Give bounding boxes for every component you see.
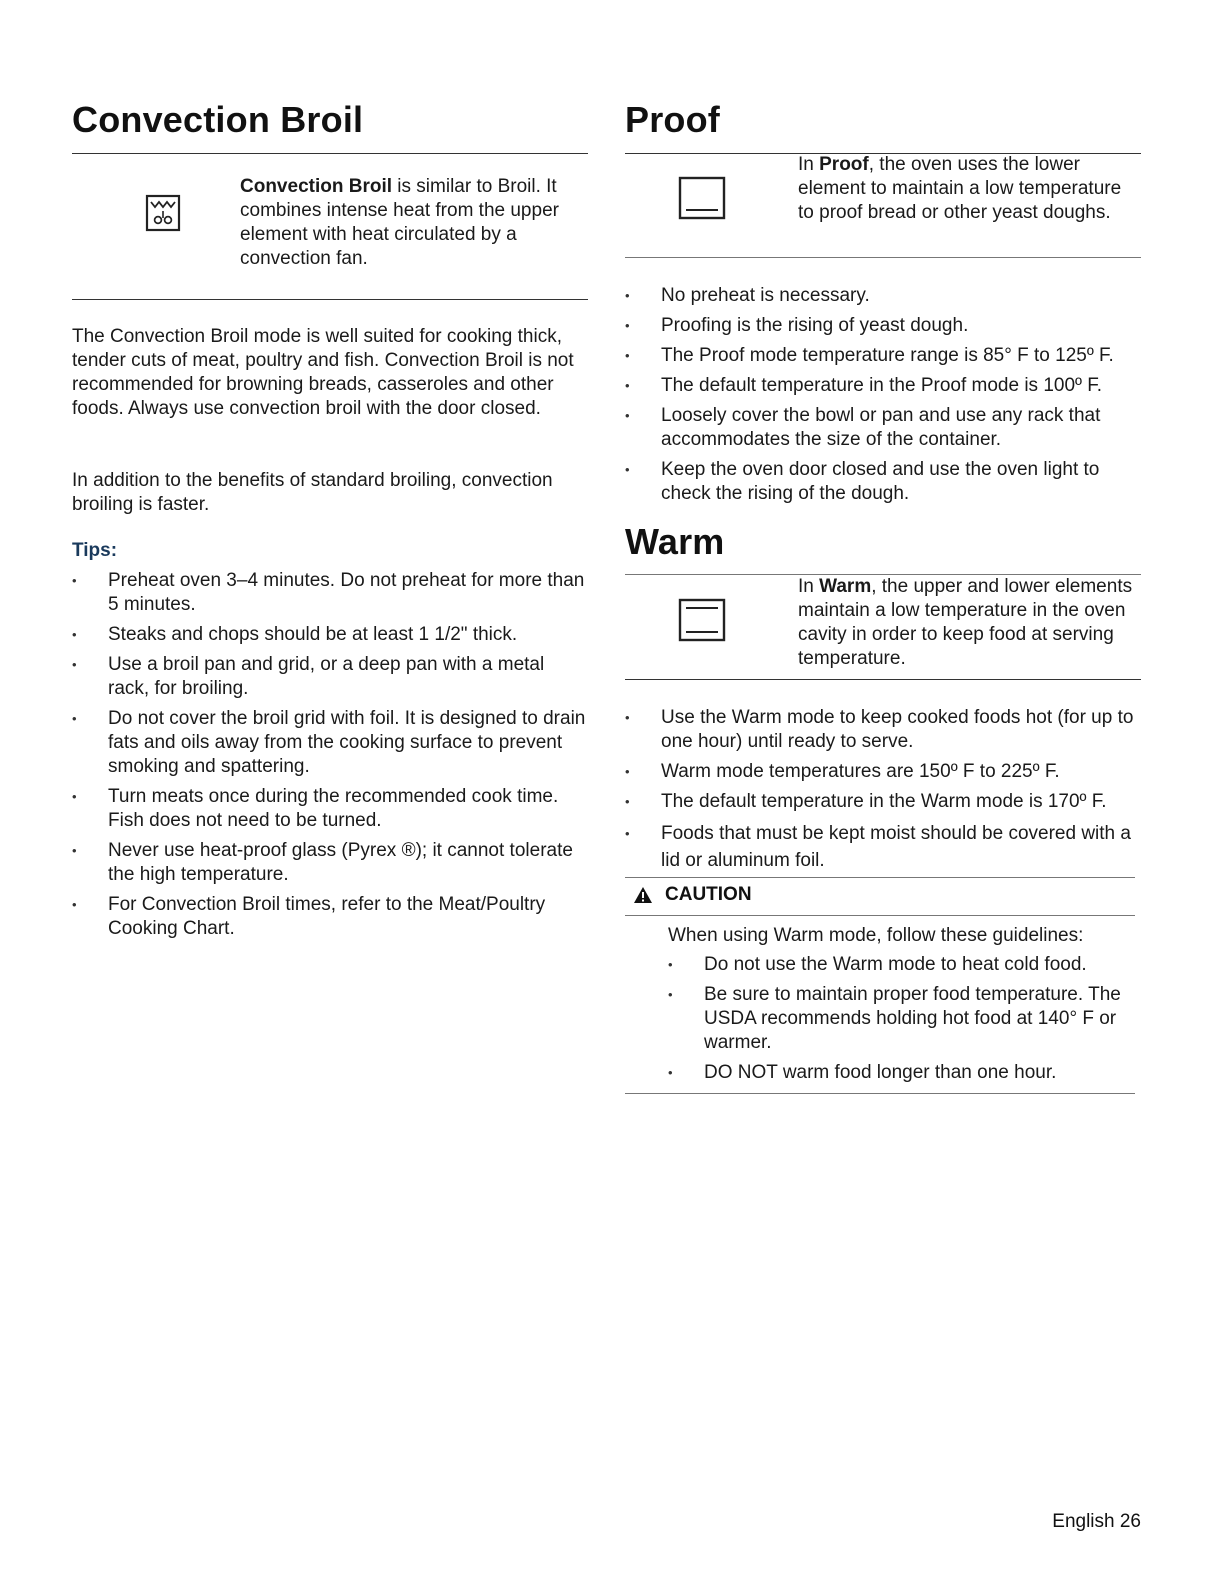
intro-text: In	[798, 154, 820, 175]
intro-text: , the upper and lower elements maintain a low temperature in the oven cavity in order to keep food at serving temperature.	[798, 576, 1133, 669]
warm-mode-icon	[678, 598, 726, 642]
proof-mode-icon	[678, 176, 726, 220]
divider	[625, 877, 1135, 878]
caution-list	[668, 953, 1135, 1091]
page-number: English 26	[1052, 1511, 1141, 1532]
list-item: • Foods that must be kept moist should be covered with a lid or aluminum foil.	[625, 820, 1141, 874]
section-title-convection-broil: Convection Broil	[72, 99, 364, 140]
divider	[72, 299, 588, 300]
list-item: • The Proof mode temperature range is 85° F to 125º F.	[625, 344, 1141, 368]
convection-broil-intro	[240, 175, 585, 271]
list-item: • Warm mode temperatures are 150º F to 225º F.	[625, 760, 1141, 784]
caution-heading	[633, 884, 752, 906]
list-item: • Do not use the Warm mode to heat cold food.	[668, 953, 1135, 977]
list-item: • Loosely cover the bowl or pan and use any rack that accommodates the size of the container.	[625, 404, 1141, 452]
list-item: • DO NOT warm food longer than one hour.	[668, 1061, 1135, 1085]
list-item: • The default temperature in the Proof mode is 100º F.	[625, 374, 1141, 398]
divider	[625, 915, 1135, 916]
convection-broil-paragraph: In addition to the benefits of standard broiling, convection broiling is faster.	[72, 470, 553, 515]
divider	[625, 257, 1141, 258]
warm-list	[625, 706, 1141, 880]
intro-bold-term: Proof	[819, 154, 869, 175]
divider	[72, 153, 588, 154]
intro-text: In	[798, 576, 820, 597]
section-title-warm: Warm	[625, 521, 725, 562]
divider	[625, 679, 1141, 680]
list-item: • Never use heat-proof glass (Pyrex ®); it cannot tolerate the high temperature.	[72, 839, 588, 887]
proof-intro	[798, 153, 1138, 225]
proof-list	[625, 284, 1141, 512]
list-item: • Turn meats once during the recommended cook time. Fish does not need to be turned.	[72, 785, 588, 833]
warning-triangle-icon	[633, 886, 653, 904]
list-item: • Proofing is the rising of yeast dough.	[625, 314, 1141, 338]
list-item: • Do not cover the broil grid with foil. It is designed to drain fats and oils away from the cooking surface to prevent smoking and spattering.	[72, 707, 588, 779]
caution-lead: When using Warm mode, follow these guidelines:	[668, 925, 1084, 946]
list-item: • No preheat is necessary.	[625, 284, 1141, 308]
list-item: • For Convection Broil times, refer to the Meat/Poultry Cooking Chart.	[72, 893, 588, 941]
warm-intro	[798, 575, 1138, 671]
tips-heading: Tips:	[72, 540, 118, 561]
intro-bold-term: Convection Broil	[240, 176, 393, 197]
list-item: • Be sure to maintain proper food temperature. The USDA recommends holding hot food at 140° F or warmer.	[668, 983, 1135, 1055]
list-item: • Use the Warm mode to keep cooked foods hot (for up to one hour) until ready to serve.	[625, 706, 1141, 754]
convection-broil-paragraph: The Convection Broil mode is well suited for cooking thick, tender cuts of meat, poultry and fish. Convection Broil is not recommended for browning breads, casseroles and other foods. Always use convection broil with the door closed.	[72, 326, 574, 419]
list-item: • Keep the oven door closed and use the oven light to check the rising of the dough.	[625, 458, 1141, 506]
caution-title: CAUTION	[665, 884, 752, 905]
divider	[625, 1093, 1135, 1094]
intro-bold-term: Warm	[819, 576, 872, 597]
section-title-proof: Proof	[625, 99, 720, 140]
list-item: • Steaks and chops should be at least 1 1/2" thick.	[72, 623, 588, 647]
intro-text: , the oven uses the lower element to maintain a low temperature to proof bread or other yeast doughs.	[798, 154, 1122, 223]
intro-text: is similar to Broil. It combines intense heat from the upper element with heat circulated by a convection fan.	[240, 176, 559, 269]
list-item: • The default temperature in the Warm mode is 170º F.	[625, 790, 1141, 814]
list-item: • Use a broil pan and grid, or a deep pan with a metal rack, for broiling.	[72, 653, 588, 701]
list-item: • Preheat oven 3–4 minutes. Do not preheat for more than 5 minutes.	[72, 569, 588, 617]
tips-list	[72, 569, 588, 947]
convection-broil-mode-icon	[145, 194, 181, 232]
